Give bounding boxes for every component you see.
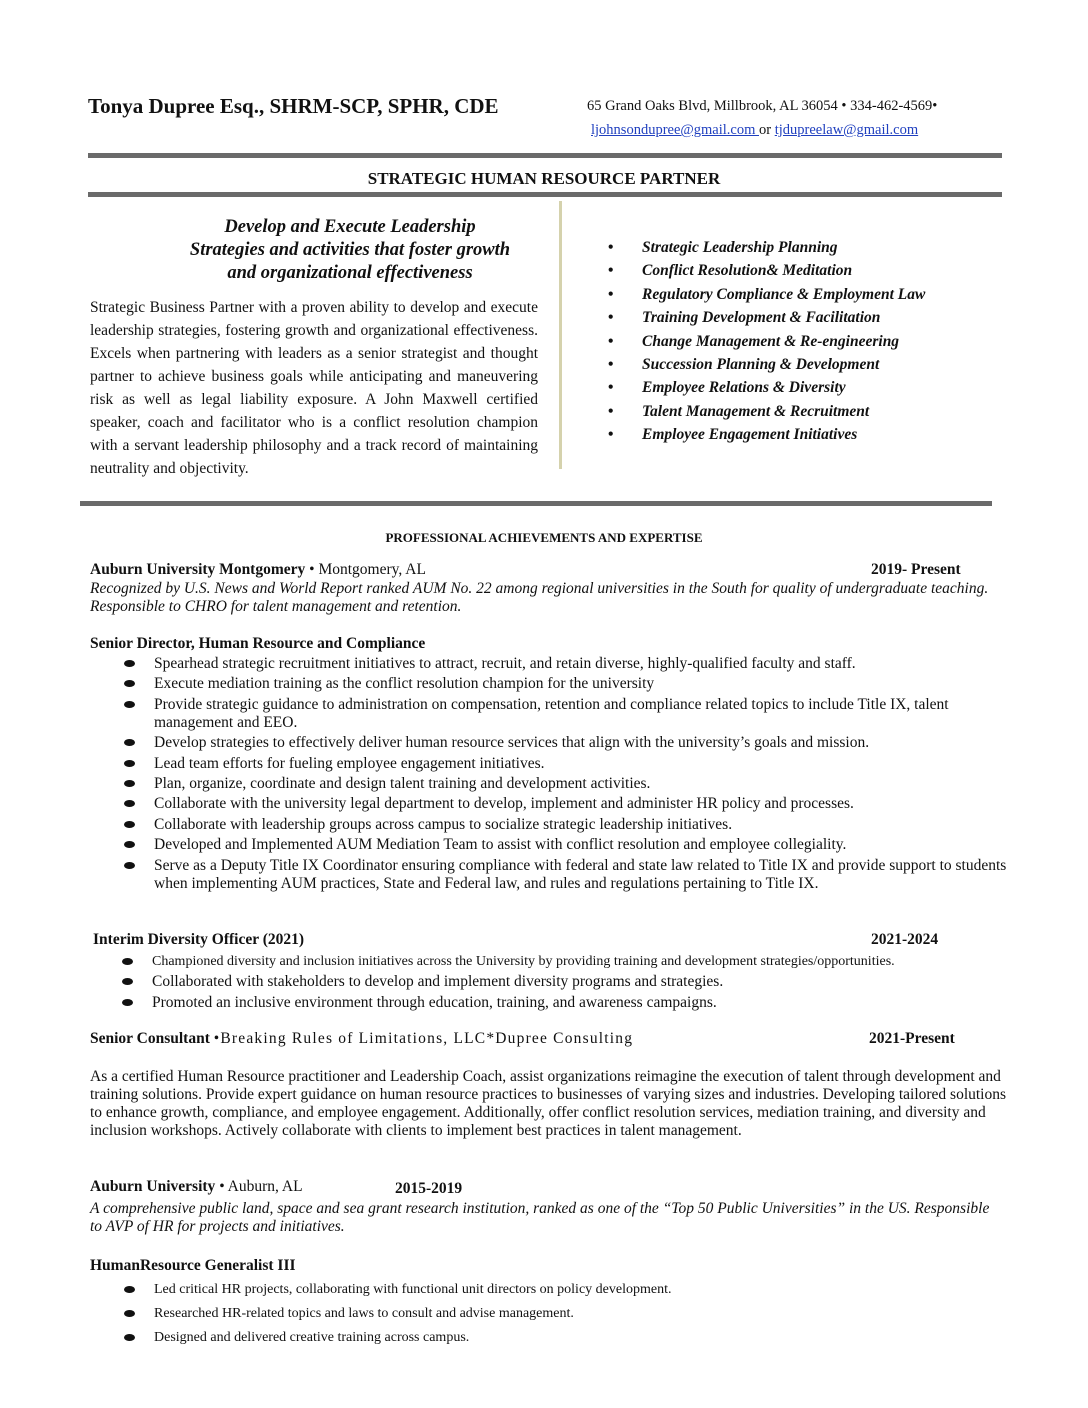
candidate-name: Tonya Dupree Esq., SHRM-SCP, SPHR, CDE xyxy=(88,94,499,118)
bullet-icon xyxy=(124,1310,135,1317)
bullet-icon xyxy=(124,701,135,708)
skill-item: • Employee Engagement Initiatives xyxy=(608,423,925,446)
core-skills-list xyxy=(608,236,925,447)
skill-item: • Conflict Resolution& Meditation xyxy=(608,259,925,282)
banner-title: STRATEGIC HUMAN RESOURCE PARTNER xyxy=(367,169,721,188)
skill-item: • Strategic Leadership Planning xyxy=(608,236,925,259)
list-item: Lead team efforts for fueling employee engagement initiatives. xyxy=(90,755,1015,773)
list-item: Execute mediation training as the conflict resolution champion for the university xyxy=(90,675,1015,693)
bullet-icon xyxy=(122,958,133,965)
skill-item: • Succession Planning & Development xyxy=(608,353,925,376)
list-item: Collaborate with the university legal department to develop, implement and administer HR policy and processes. xyxy=(90,795,1015,813)
header-rule-bottom xyxy=(88,192,1002,197)
job-dates: 2021-Present xyxy=(869,1030,955,1047)
list-item: Plan, organize, coordinate and design talent training and development activities. xyxy=(90,775,1015,793)
bullet-icon xyxy=(124,739,135,746)
job-dates: 2021-2024 xyxy=(871,931,939,948)
bullet-icon: • xyxy=(608,379,614,397)
bullet-icon xyxy=(124,1334,135,1341)
skill-item: • Employee Relations & Diversity xyxy=(608,376,925,399)
bullet-icon xyxy=(122,978,133,985)
bullet-icon: • xyxy=(608,355,614,373)
column-divider xyxy=(559,201,562,469)
skill-item: • Regulatory Compliance & Employment Law xyxy=(608,283,925,306)
skill-item: • Training Development & Facilitation xyxy=(608,306,925,329)
section-rule xyxy=(80,501,992,506)
consultant-summary: As a certified Human Resource practitioner and Leadership Coach, assist organizations reimagine the execution of talent through development and training solutions. Provide expert guidance on human resource practices to businesses of varying sizes and industries. Developing tailored solutions to enhance growth, compliance, and employee engagement. Additionally, offer conflict resolution services, mediation training, and diversity and inclusion workshops. Actively collaborate with clients to implement best practices in talent management. xyxy=(90,1068,1007,1139)
tagline-line-1: Develop and Execute Leadership xyxy=(224,217,476,237)
job-title: HumanResource Generalist III xyxy=(90,1257,296,1274)
list-item: Spearhead strategic recruitment initiatives to attract, recruit, and retain diverse, highly-qualified faculty and staff. xyxy=(90,655,1015,673)
bullet-icon: • xyxy=(608,309,614,327)
list-item: Led critical HR projects, collaborating with functional unit directors on policy development. xyxy=(90,1281,1015,1299)
profile-tagline xyxy=(150,216,550,285)
email-separator: or xyxy=(759,122,772,138)
employer-description: Recognized by U.S. News and World Report ranked AUM No. 22 among regional universities in the South for quality of undergraduate teaching. Responsible to CHRO for talent management and retention. xyxy=(90,580,989,615)
employer-location: Auburn, AL xyxy=(227,1178,303,1195)
job-bullets xyxy=(88,953,1013,1014)
email-link-secondary[interactable]: tjdupreelaw@gmail.com xyxy=(774,122,919,138)
employer-location: Montgomery, AL xyxy=(318,561,426,578)
bullet-icon: • xyxy=(608,285,614,303)
bullet-icon xyxy=(124,841,135,848)
list-item: Designed and delivered creative training across campus. xyxy=(90,1329,1015,1347)
employer-dates: 2019- Present xyxy=(871,561,961,578)
bullet-icon xyxy=(124,800,135,807)
bullet-icon xyxy=(124,821,135,828)
list-item: Develop strategies to effectively deliver human resource services that align with the university’s goals and mission. xyxy=(90,734,1015,752)
employer-name: •Breaking Rules of Limitations, LLC*Dupree Consulting xyxy=(213,1030,634,1047)
list-item: Collaborated with stakeholders to develop and implement diversity programs and strategies. xyxy=(88,973,1013,991)
job-title: Interim Diversity Officer (2021) xyxy=(93,931,305,948)
bullet-icon xyxy=(124,760,135,767)
bullet-icon: • xyxy=(608,332,614,350)
employer-aum: Auburn University Montgomery • Montgomery, AL xyxy=(90,561,426,578)
job-bullets xyxy=(90,1281,1015,1349)
header-rule-top xyxy=(88,153,1002,158)
job-title: Senior Consultant xyxy=(90,1030,214,1047)
bullet-icon xyxy=(124,862,135,869)
skill-item: • Talent Management & Recruitment xyxy=(608,400,925,423)
list-item: Developed and Implemented AUM Mediation Team to assist with conflict resolution and employee collegiality. xyxy=(90,836,1015,854)
skill-item: • Change Management & Re-engineering xyxy=(608,330,925,353)
consultant-heading xyxy=(90,1030,633,1048)
section-heading: PROFESSIONAL ACHIEVEMENTS AND EXPERTISE xyxy=(385,530,703,545)
bullet-icon xyxy=(124,780,135,787)
employer-dates: 2015-2019 xyxy=(395,1180,463,1197)
employer-name: Auburn University xyxy=(90,1178,216,1195)
bullet-icon xyxy=(124,1286,135,1293)
list-item: Provide strategic guidance to administration on compensation, retention and compliance related topics to include Title IX, talent management and EEO. xyxy=(90,696,1015,732)
bullet-icon: • xyxy=(608,239,614,256)
bullet-icon: • xyxy=(608,262,614,280)
employer-description: A comprehensive public land, space and sea grant research institution, ranked as one of the “Top 50 Public Universities” in the US. Responsible to AVP of HR for projects and initiatives. xyxy=(90,1200,990,1235)
list-item: Promoted an inclusive environment through education, training, and awareness campaigns. xyxy=(88,994,1013,1012)
bullet-icon xyxy=(124,660,135,667)
contact-emails xyxy=(591,122,918,139)
tagline-line-3: and organizational effectiveness xyxy=(227,263,473,283)
profile-summary: Strategic Business Partner with a proven ability to develop and execute leadership strategies, fostering growth and organizational effectiveness. Excels when partnering with leaders as a senior strategist and thought partner to achieve business goals while anticipating and maneuvering risk as well as legal liability exposure. A John Maxwell certified speaker, coach and facilitator who is a conflict resolution champion with a servant leadership philosophy and a track record of maintaining neutrality and objectivity. xyxy=(90,299,538,477)
employer-name: Auburn University Montgomery xyxy=(90,561,306,578)
contact-address: 65 Grand Oaks Blvd, Millbrook, AL 36054 • 334-462-4569• xyxy=(587,98,938,114)
email-link-primary[interactable]: ljohnsondupree@gmail.com xyxy=(591,122,759,138)
employer-auburn: Auburn University • Auburn, AL xyxy=(90,1178,303,1195)
list-item: Researched HR-related topics and laws to consult and advise management. xyxy=(90,1305,1015,1323)
tagline-line-2: Strategies and activities that foster growth xyxy=(189,240,511,260)
bullet-icon: • xyxy=(608,426,614,444)
list-item: Championed diversity and inclusion initiatives across the University by providing training and development strategies/opportunities. xyxy=(88,953,1013,971)
job-title: Senior Director, Human Resource and Compliance xyxy=(90,635,426,652)
bullet-icon xyxy=(122,999,133,1006)
list-item: Serve as a Deputy Title IX Coordinator ensuring compliance with federal and state law related to Title IX and provide support to students when implementing AUM practices, State and Federal law, and rules and regulations pertaining to Title IX. xyxy=(90,857,1015,893)
list-item: Collaborate with leadership groups across campus to socialize strategic leadership initiatives. xyxy=(90,816,1015,834)
bullet-icon xyxy=(124,680,135,687)
bullet-icon: • xyxy=(608,402,614,420)
job-bullets xyxy=(90,655,1015,895)
